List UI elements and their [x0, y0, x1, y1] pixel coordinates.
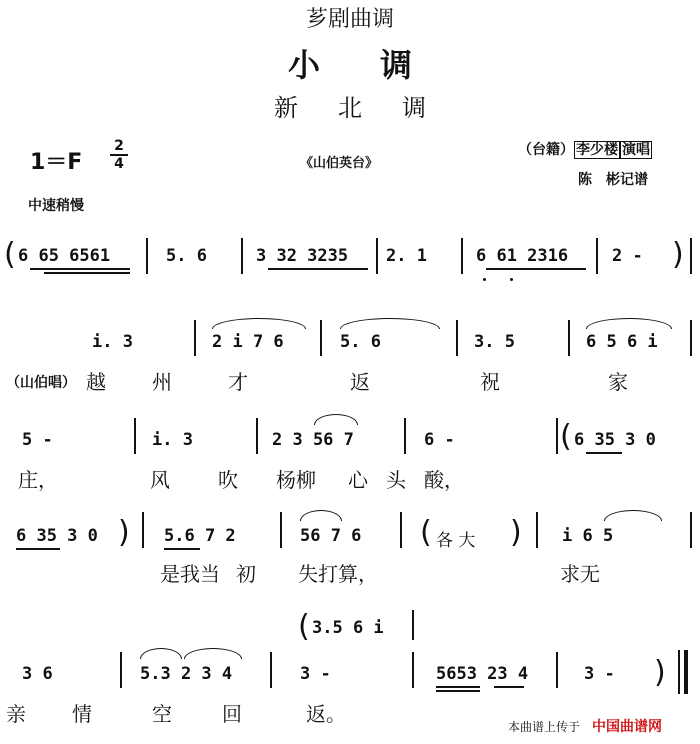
barline [270, 652, 272, 688]
lyric: 祝 [480, 370, 500, 394]
line5-measure5: 3 - [584, 664, 615, 684]
slur [212, 318, 306, 329]
performer-prefix: （台籍） [518, 142, 574, 158]
line2-measure2: 2 i 7 6 [212, 332, 284, 352]
line3-measure5: 6 35 3 0 [574, 430, 656, 450]
lyric: 州 [152, 370, 172, 394]
line1-measure1: 6 65 6561 [18, 246, 111, 266]
close-paren: ) [118, 515, 130, 550]
open-paren: ( [298, 609, 310, 644]
beam [494, 686, 524, 688]
performer-name: 李少楼 [576, 142, 618, 158]
slur [184, 648, 242, 659]
lyric: 失打算， [298, 562, 378, 586]
barline [536, 512, 538, 548]
beam [586, 452, 622, 454]
line3-measure2: i. 3 [152, 430, 193, 450]
tempo-marking: 中速稍慢 [28, 198, 84, 214]
lyric: 头 [386, 468, 406, 492]
barline [400, 512, 402, 548]
line3-measure4: 6 - [424, 430, 455, 450]
beam [436, 686, 480, 688]
slur [340, 318, 440, 329]
song-title: 小调 [287, 46, 472, 84]
barline [412, 652, 414, 688]
lyric: 返 [350, 370, 370, 394]
close-paren: ) [510, 515, 522, 550]
low-octave-dot [483, 278, 486, 281]
line1-measure6: 2 - [612, 246, 643, 266]
upload-note: 本曲谱上传于 [508, 720, 581, 734]
low-octave-dot [510, 278, 513, 281]
upper-phrase: 3.5 6 i [312, 618, 384, 638]
lyric: 回 [222, 702, 242, 726]
genre-title: 芗剧曲调 [305, 7, 394, 32]
performer-row [518, 135, 652, 165]
open-paren: ( [560, 419, 572, 454]
barline [456, 320, 458, 356]
line2-measure3: 5. 6 [340, 332, 381, 352]
barline [134, 418, 136, 454]
beam [16, 548, 60, 550]
barline [146, 238, 148, 274]
beam [436, 690, 480, 692]
percussion-marking: 各 大 [436, 531, 476, 551]
line2-measure5: 6 5 6 i [586, 332, 658, 352]
line5-measure3: 3 - [300, 664, 331, 684]
barline [690, 512, 692, 548]
song-subtitle: 新北调 [274, 94, 466, 122]
line3-measure3: 2 3 56 7 [272, 430, 354, 450]
slur [300, 510, 342, 521]
lyric: 越 [86, 370, 106, 394]
close-paren: ) [672, 237, 684, 272]
barline [690, 320, 692, 356]
lyric: 家 [608, 370, 628, 394]
barline [320, 320, 322, 356]
lyric: 吹 [218, 468, 238, 492]
end-barline [690, 238, 692, 274]
lyric: 才 [228, 370, 248, 394]
barline [556, 652, 558, 688]
time-signature [110, 138, 128, 172]
barline [556, 418, 558, 454]
transcriber: 陈 彬记谱 [578, 172, 648, 188]
line1-measure3: 3 32 3235 [256, 246, 349, 266]
lyric: 情 [72, 702, 92, 726]
barline [256, 418, 258, 454]
line4-measure5: i 6 5 [562, 526, 614, 546]
line4-measure1: 6 35 3 0 [16, 526, 98, 546]
time-top: 2 [114, 138, 124, 154]
line1-measure4: 2. 1 [386, 246, 427, 266]
line2-measure4: 3. 5 [474, 332, 515, 352]
line2-measure1: i. 3 [92, 332, 133, 352]
lyric: 求无 [560, 562, 600, 586]
barline [404, 418, 406, 454]
beam [268, 268, 368, 270]
final-barline-thick [684, 650, 688, 694]
line5-measure1: 3 6 [22, 664, 53, 684]
beam [30, 268, 130, 270]
close-paren: ) [654, 655, 666, 690]
open-paren: ( [4, 237, 16, 272]
singer-label: （山伯唱） [6, 375, 76, 391]
slur [140, 648, 182, 659]
lyric: 杨柳 [276, 468, 316, 492]
final-barline-thin [678, 650, 680, 694]
barline [596, 238, 598, 274]
barline [461, 238, 463, 274]
lyric: 是我当 [160, 562, 220, 586]
barline [120, 652, 122, 688]
line1-measure5: 6 61 2316 [476, 246, 569, 266]
barline [412, 610, 414, 640]
line5-measure4: 5653 23 4 [436, 664, 529, 684]
key-signature: 1＝F [30, 150, 83, 175]
lyric: 心 [348, 468, 368, 492]
barline [280, 512, 282, 548]
lyric: 庄， [18, 468, 58, 492]
barline [194, 320, 196, 356]
barline [241, 238, 243, 274]
site-logo[interactable]: 中国曲谱网 [592, 719, 662, 735]
lyric: 酸， [424, 468, 464, 492]
barline [142, 512, 144, 548]
beam [486, 268, 586, 270]
slur [586, 318, 672, 329]
beam [164, 548, 200, 550]
slur [604, 510, 662, 521]
lyric: 风 [150, 468, 170, 492]
barline [376, 238, 378, 274]
work-name: 《山伯英台》 [300, 156, 379, 171]
slur [314, 414, 358, 425]
lyric: 返。 [306, 702, 346, 726]
line1-measure2: 5. 6 [166, 246, 207, 266]
line4-measure2: 5.6 7 2 [164, 526, 236, 546]
barline [568, 320, 570, 356]
credits [518, 135, 652, 195]
lyric: 空 [152, 702, 172, 726]
lyric: 亲 [6, 702, 26, 726]
open-paren: ( [420, 515, 432, 550]
lyric: 初 [236, 562, 256, 586]
line5-measure2: 5.3 2 3 4 [140, 664, 233, 684]
performer-role: 演唱 [622, 142, 650, 158]
line3-measure1: 5 - [22, 430, 53, 450]
beam [44, 272, 130, 274]
line4-measure3: 56 7 6 [300, 526, 362, 546]
time-bottom: 4 [114, 156, 124, 172]
